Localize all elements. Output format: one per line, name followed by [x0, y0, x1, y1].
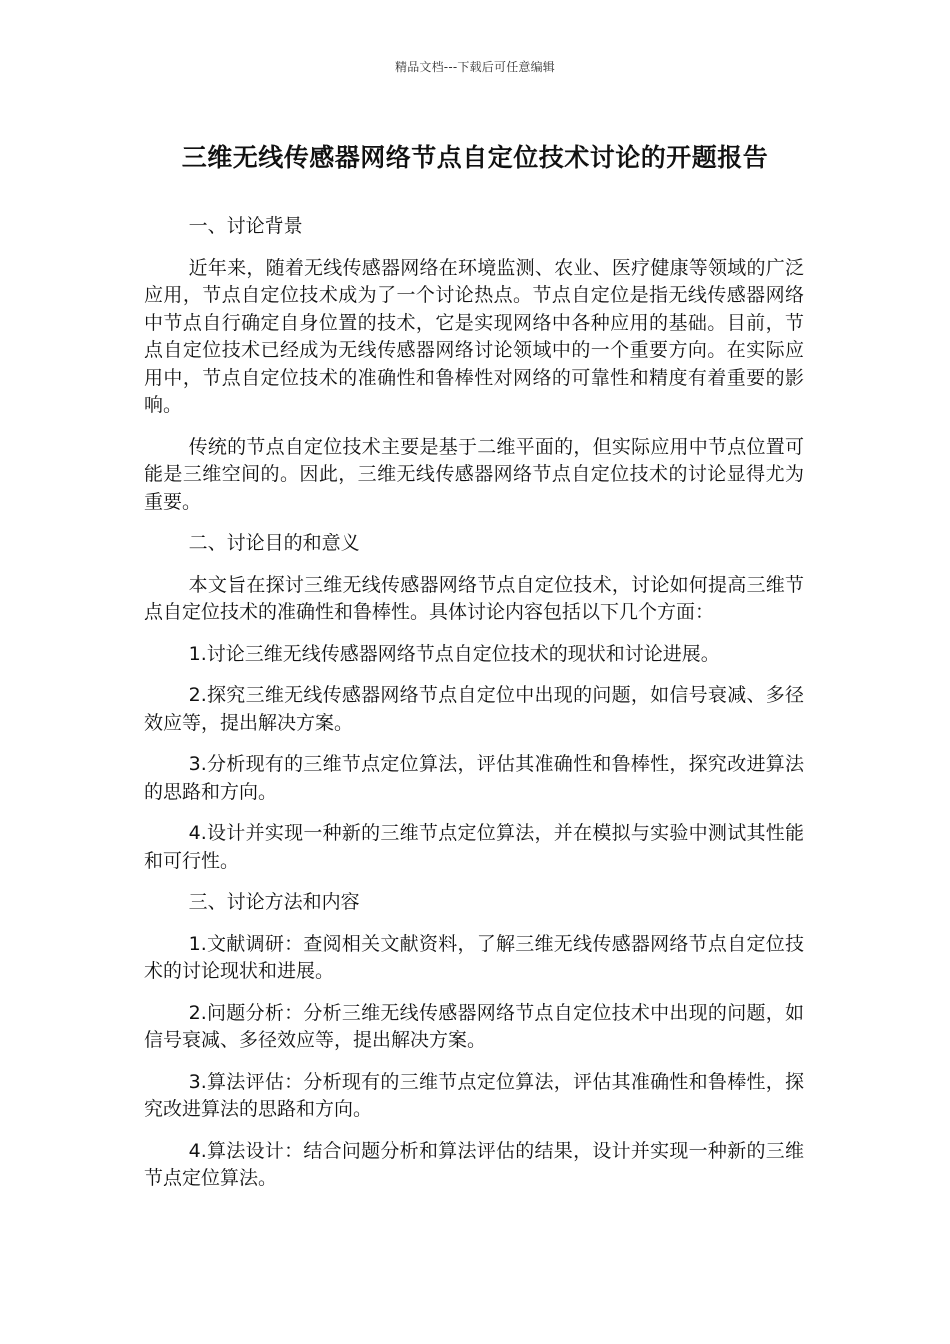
section-heading-purpose: 二、讨论目的和意义 — [188, 532, 360, 554]
header-note: 精品文档---下载后可任意编辑 — [395, 60, 555, 74]
paragraph: 传统的节点自定位技术主要是基于二维平面的，但实际应用中节点位置可能是三维空间的。因此，三维无线传感器网络节点自定位技术的讨论显得尤为重要。 — [144, 435, 804, 513]
list-item: 1.讨论三维无线传感器网络节点自定位技术的现状和讨论进展。 — [188, 642, 720, 665]
list-item: 1.文献调研：查阅相关文献资料，了解三维无线传感器网络节点自定位技术的讨论现状和进展。 — [144, 932, 804, 982]
section-heading-background: 一、讨论背景 — [188, 215, 303, 237]
section-heading-methods: 三、讨论方法和内容 — [188, 891, 360, 913]
list-item: 4.设计并实现一种新的三维节点定位算法，并在模拟与实验中测试其性能和可行性。 — [144, 822, 804, 872]
list-item: 2.问题分析：分析三维无线传感器网络节点自定位技术中出现的问题，如信号衰减、多径效应等，提出解决方案。 — [144, 1001, 804, 1051]
paragraph: 本文旨在探讨三维无线传感器网络节点自定位技术，讨论如何提高三维节点自定位技术的准确性和鲁棒性。具体讨论内容包括以下几个方面： — [144, 573, 804, 623]
list-item: 2.探究三维无线传感器网络节点自定位中出现的问题，如信号衰减、多径效应等，提出解决方案。 — [144, 684, 804, 734]
list-item: 3.分析现有的三维节点定位算法，评估其准确性和鲁棒性，探究改进算法的思路和方向。 — [144, 753, 804, 803]
list-item: 4.算法设计：结合问题分析和算法评估的结果，设计并实现一种新的三维节点定位算法。 — [144, 1139, 804, 1189]
paragraph: 近年来，随着无线传感器网络在环境监测、农业、医疗健康等领域的广泛应用，节点自定位技术成为了一个讨论热点。节点自定位是指无线传感器网络中节点自行确定自身位置的技术，它是实现网络中各种应用的基础。目前，节点自定位技术已经成为无线传感器网络讨论领域中的一个重要方向。在实际应用中，节点自定位技术的准确性和鲁棒性对网络的可靠性和精度有着重要的影响。 — [144, 256, 804, 416]
list-item: 3.算法评估：分析现有的三维节点定位算法，评估其准确性和鲁棒性，探究改进算法的思路和方向。 — [144, 1070, 804, 1120]
document-title: 三维无线传感器网络节点自定位技术讨论的开题报告 — [181, 143, 769, 172]
document-body — [144, 213, 804, 1207]
